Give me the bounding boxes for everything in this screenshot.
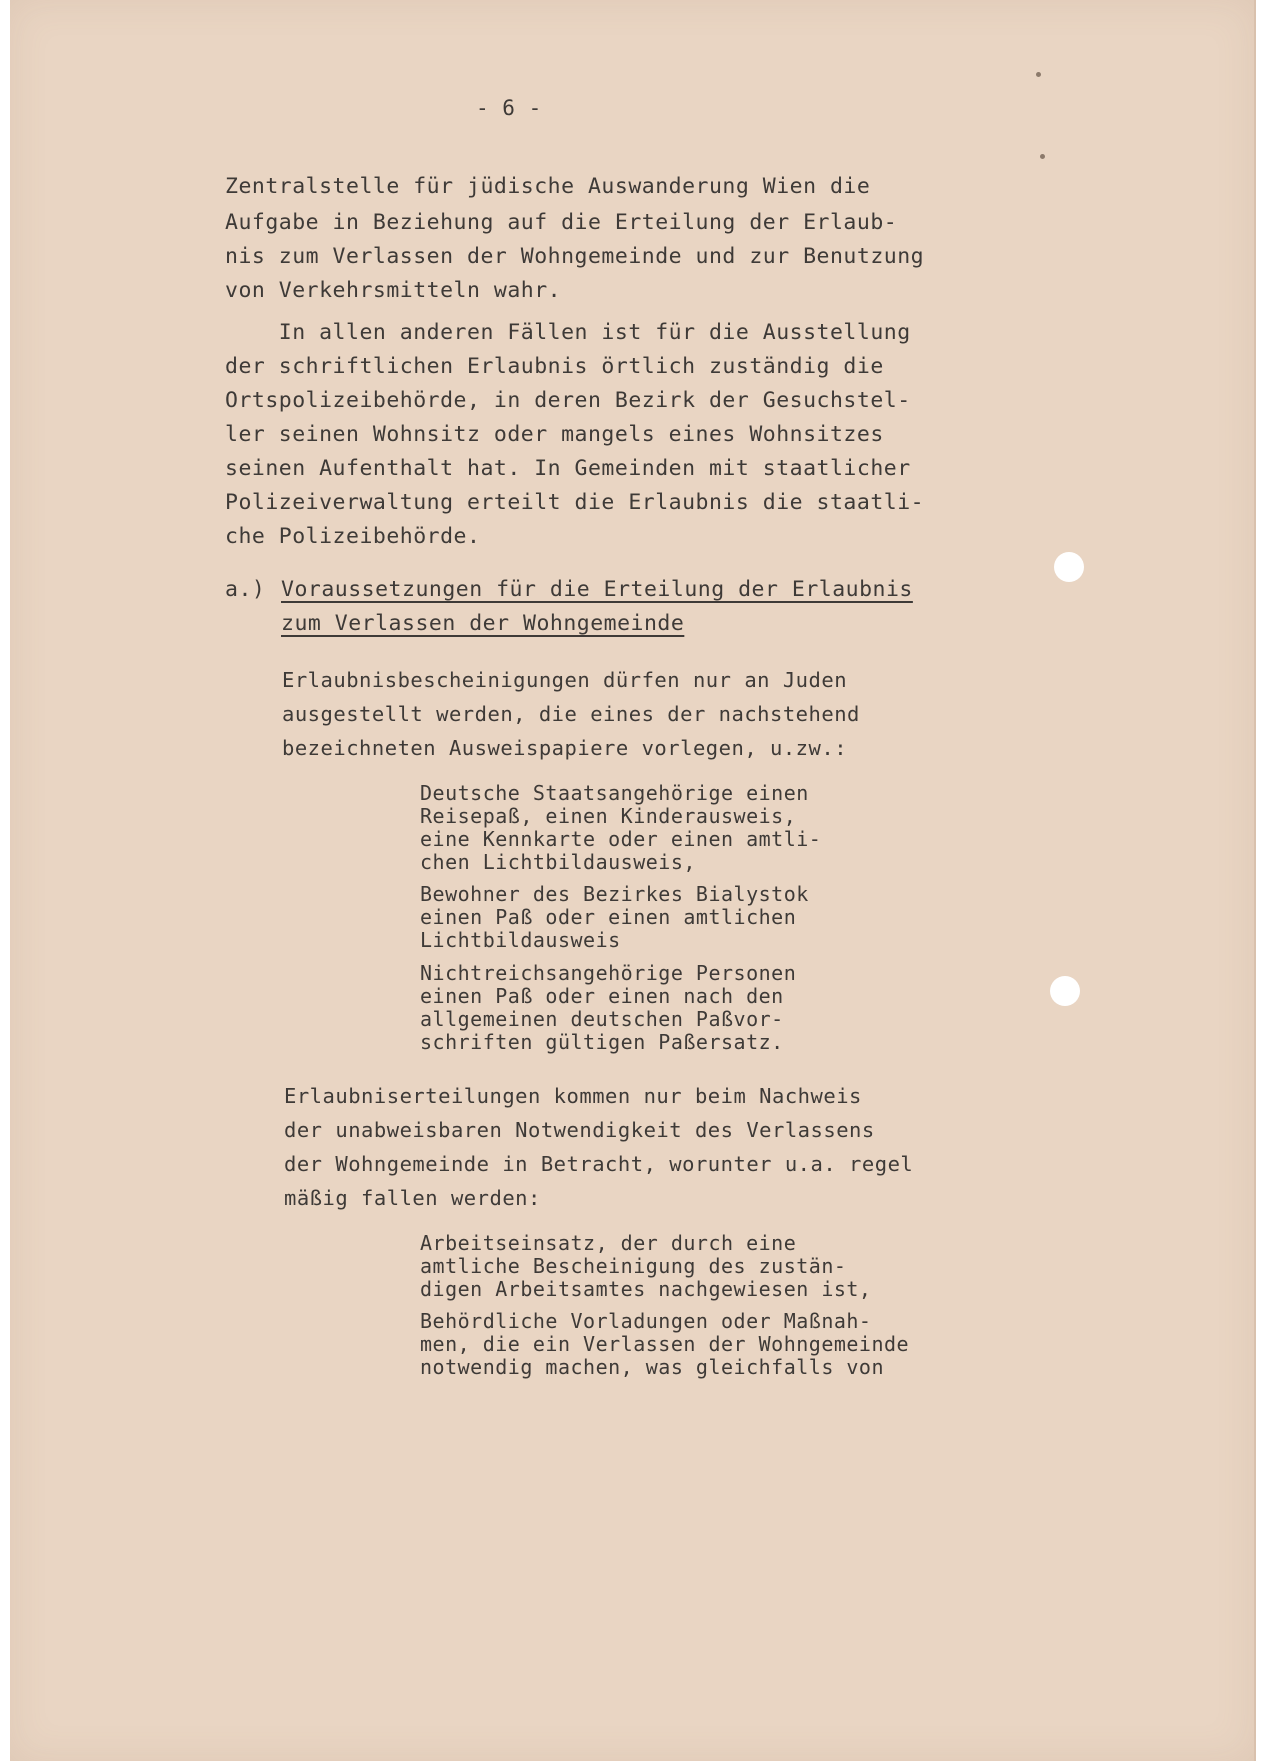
text-line: bezeichneten Ausweispapiere vorlegen, u.zw.: xyxy=(282,736,848,760)
text-line: notwendig machen, was gleichfalls von xyxy=(420,1355,885,1379)
text-line: Behördliche Vorladungen oder Maßnah- xyxy=(420,1309,872,1333)
text-line: eine Kennkarte oder einen amtli- xyxy=(420,827,822,851)
text-line: chen Lichtbildausweis, xyxy=(420,850,696,874)
heading-line-2: zum Verlassen der Wohngemeinde xyxy=(281,611,685,636)
text-line: Nichtreichsangehörige Personen xyxy=(420,961,797,985)
text-line: schriften gültigen Paßersatz. xyxy=(420,1030,784,1054)
text-line: mäßig fallen werden: xyxy=(284,1186,541,1210)
paper-speck xyxy=(1036,72,1041,77)
text-line: einen Paß oder einen amtlichen xyxy=(420,905,797,929)
heading-line xyxy=(281,606,684,642)
text-line: der Wohngemeinde in Betracht, worunter u.a. regel xyxy=(284,1152,914,1176)
text-line: der schriftlichen Erlaubnis örtlich zuständig die xyxy=(225,354,884,379)
text-line: Bewohner des Bezirkes Bialystok xyxy=(420,882,809,906)
punch-hole-lower xyxy=(1050,976,1080,1006)
text-line: Reisepaß, einen Kinderausweis, xyxy=(420,804,797,828)
paper-speck xyxy=(1040,154,1045,159)
text-line: Ortspolizeibehörde, in deren Bezirk der Gesuchstel- xyxy=(225,388,911,413)
heading-line xyxy=(281,572,913,608)
text-line: In allen anderen Fällen ist für die Ausstellung xyxy=(225,320,911,345)
heading-line-1: Voraussetzungen für die Erteilung der Erlaubnis xyxy=(281,577,913,602)
text-line: von Verkehrsmitteln wahr. xyxy=(225,278,562,303)
text-line: ler seinen Wohnsitz oder mangels eines Wohnsitzes xyxy=(225,422,884,447)
text-line: Polizeiverwaltung erteilt die Erlaubnis die staatli- xyxy=(225,490,925,515)
text-line: digen Arbeitsamtes nachgewiesen ist, xyxy=(420,1277,872,1301)
text-line: Lichtbildausweis xyxy=(420,928,621,952)
text-line: einen Paß oder einen nach den xyxy=(420,984,784,1008)
text-line: allgemeinen deutschen Paßvor- xyxy=(420,1007,784,1031)
text-line: Zentralstelle für jüdische Auswanderung Wien die xyxy=(225,174,871,199)
text-line: der unabweisbaren Notwendigkeit des Verlassens xyxy=(284,1118,875,1142)
text-line: Erlaubnisbescheinigungen dürfen nur an Juden xyxy=(282,668,848,692)
text-line: Arbeitseinsatz, der durch eine xyxy=(420,1231,797,1255)
text-line: Erlaubniserteilungen kommen nur beim Nachweis xyxy=(284,1084,862,1108)
text-line: nis zum Verlassen der Wohngemeinde und zur Benutzung xyxy=(225,244,925,269)
section-marker: a.) xyxy=(225,577,266,602)
text-line: seinen Aufenthalt hat. In Gemeinden mit staatlicher xyxy=(225,456,911,481)
text-line: amtliche Bescheinigung des zustän- xyxy=(420,1254,847,1278)
text-line: Aufgabe in Beziehung auf die Erteilung der Erlaub- xyxy=(225,210,898,235)
text-line: men, die ein Verlassen der Wohngemeinde xyxy=(420,1332,910,1356)
text-line: Deutsche Staatsangehörige einen xyxy=(420,781,809,805)
text-line: ausgestellt werden, die eines der nachstehend xyxy=(282,702,860,726)
text-line: che Polizeibehörde. xyxy=(225,524,481,549)
page-number: - 6 - xyxy=(476,96,542,120)
punch-hole-upper xyxy=(1054,552,1084,582)
